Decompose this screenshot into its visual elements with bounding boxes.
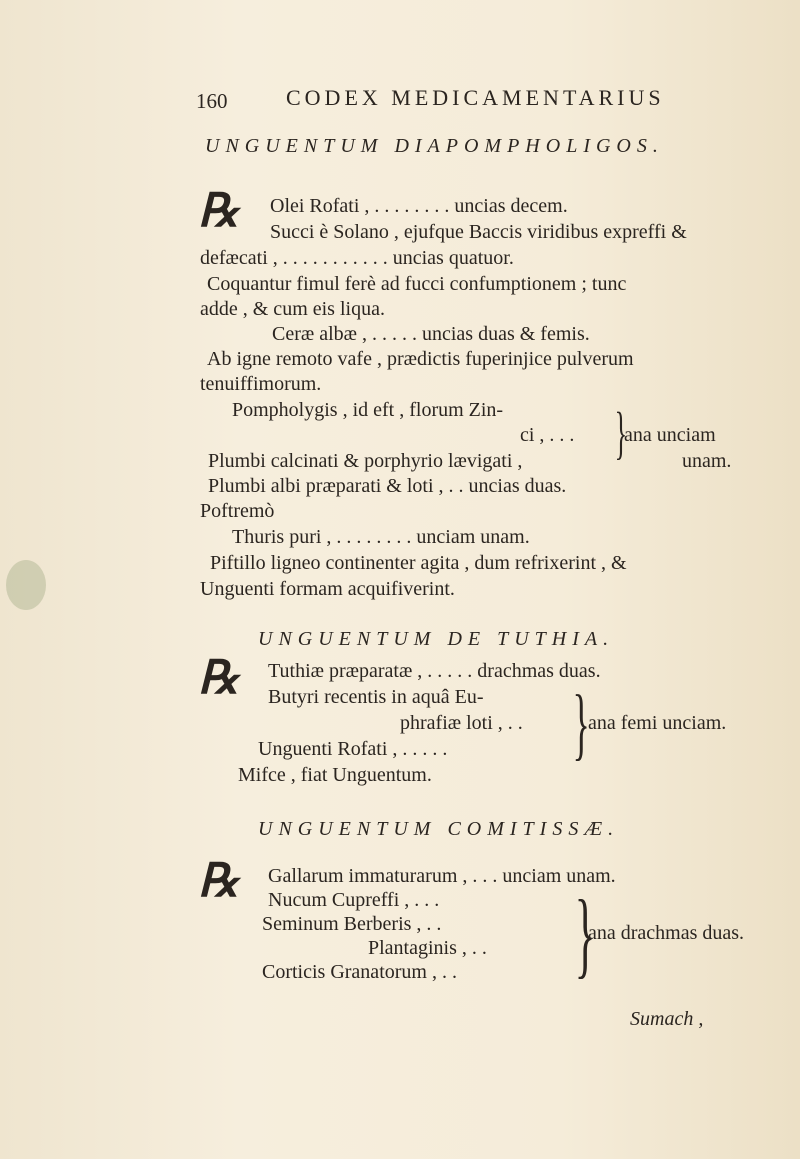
recipe-line: Pompholygis , id eft , florum Zin- bbox=[232, 399, 504, 421]
recipe-line: Poftremò bbox=[200, 500, 275, 522]
recipe-line: Olei Rofati , . . . . . . . . uncias decem. bbox=[270, 195, 568, 217]
page-header bbox=[196, 85, 696, 115]
recipe-line: Plantaginis , . . bbox=[368, 937, 487, 959]
recipe-title: UNGUENTUM DE TUTHIA. bbox=[258, 628, 615, 650]
recipe-symbol: ℞ bbox=[198, 855, 240, 906]
stain-spot bbox=[6, 560, 46, 610]
brace-text: unam. bbox=[682, 450, 732, 472]
recipe-line: Succi è Solano , ejufque Baccis viridibus expreffi & bbox=[270, 221, 687, 243]
running-title: CODEX MEDICAMENTARIUS bbox=[286, 85, 665, 110]
brace-mark: } bbox=[574, 880, 596, 987]
recipe-line: adde , & cum eis liqua. bbox=[200, 298, 385, 320]
recipe-line: Coquantur fimul ferè ad fucci confumptionem ; tunc bbox=[207, 273, 627, 295]
recipe-line: ci , . . . bbox=[520, 424, 575, 446]
recipe-line: Nucum Cupreffi , . . . bbox=[268, 889, 440, 911]
brace-text: ana drachmas duas. bbox=[588, 922, 745, 944]
recipe-symbol: ℞ bbox=[198, 185, 240, 236]
recipe-line: Seminum Berberis , . . bbox=[262, 913, 442, 935]
brace-mark: } bbox=[614, 400, 628, 465]
brace-text: ana femi unciam. bbox=[588, 712, 727, 734]
recipe-line: Piftillo ligneo continenter agita , dum refrixerint , & bbox=[210, 552, 627, 574]
recipe-title: UNGUENTUM COMITISSÆ. bbox=[258, 818, 620, 840]
recipe-line: Plumbi calcinati & porphyrio lævigati , bbox=[208, 450, 523, 472]
recipe-line: phrafiæ loti , . . bbox=[400, 712, 523, 734]
recipe-line: Mifce , fiat Unguentum. bbox=[238, 764, 432, 786]
recipe-line: Unguenti formam acquifiverint. bbox=[200, 578, 455, 600]
recipe-line: defæcati , . . . . . . . . . . . uncias quatuor. bbox=[200, 247, 514, 269]
catchword: Sumach , bbox=[630, 1008, 704, 1030]
recipe-line: Plumbi albi præparati & loti , . . uncias duas. bbox=[208, 475, 567, 497]
brace-text: ana unciam bbox=[624, 424, 716, 446]
brace-mark: } bbox=[572, 680, 590, 768]
recipe-title: UNGUENTUM DIAPOMPHOLIGOS. bbox=[205, 135, 664, 157]
recipe-line: Thuris puri , . . . . . . . . unciam unam. bbox=[232, 526, 530, 548]
recipe-line: Gallarum immaturarum , . . . unciam unam. bbox=[268, 865, 616, 887]
recipe-line: Ab igne remoto vafe , prædictis fuperinjice pulverum bbox=[207, 348, 634, 370]
recipe-symbol: ℞ bbox=[198, 652, 240, 703]
recipe-line: Tuthiæ præparatæ , . . . . . drachmas duas. bbox=[268, 660, 601, 682]
recipe-line: Corticis Granatorum , . . bbox=[262, 961, 457, 983]
recipe-line: tenuiffimorum. bbox=[200, 373, 322, 395]
recipe-line: Butyri recentis in aquâ Eu- bbox=[268, 686, 484, 708]
recipe-line: Unguenti Rofati , . . . . . bbox=[258, 738, 448, 760]
page-number: 160 bbox=[196, 89, 228, 113]
recipe-line: Ceræ albæ , . . . . . uncias duas & femis. bbox=[272, 323, 590, 345]
